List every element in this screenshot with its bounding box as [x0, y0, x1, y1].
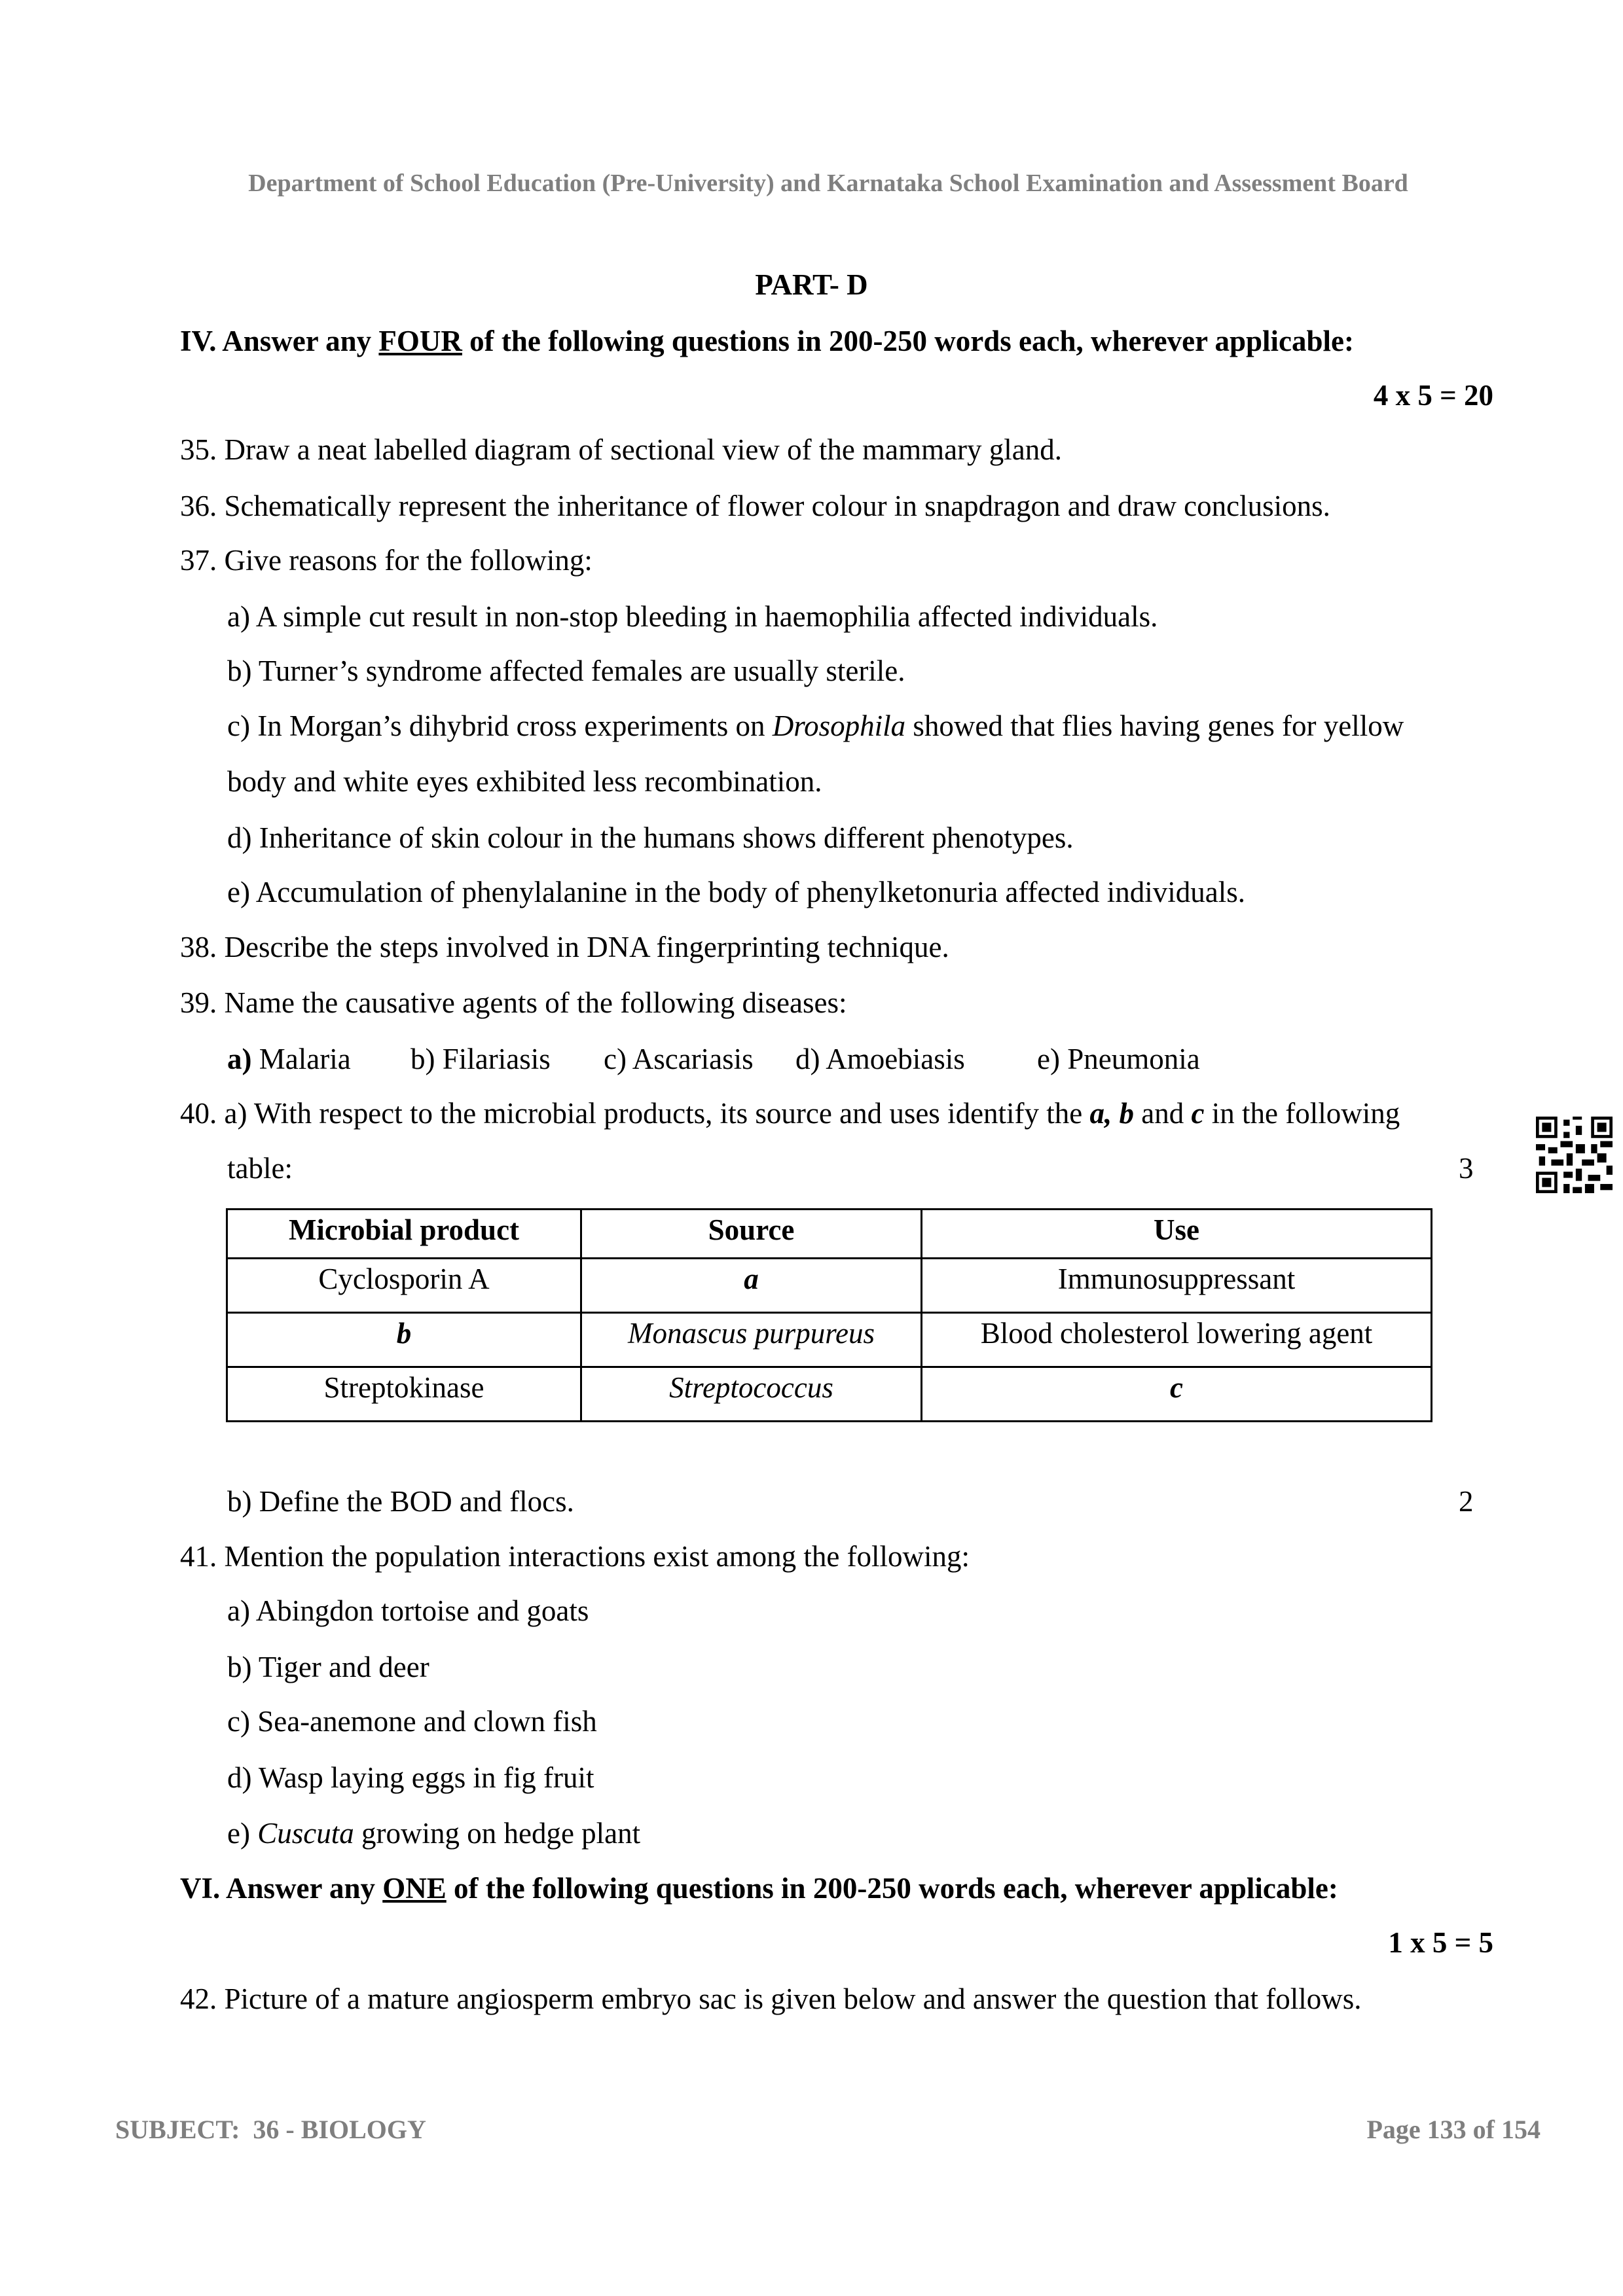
text: e): [227, 1817, 258, 1850]
table-row: [227, 1313, 1432, 1367]
question-37: 37. Give reasons for the following:: [180, 544, 593, 577]
question-42: 42. Picture of a mature angiosperm embryo sac is given below and answer the question that follows.: [180, 1982, 1362, 2015]
instruction-text: IV. Answer any: [180, 325, 379, 357]
text: 40. a) With respect to the microbial products, its source and uses identify the: [180, 1097, 1090, 1130]
question-37a: a) A simple cut result in non-stop bleeding in haemophilia affected individuals.: [227, 600, 1158, 633]
column-header: Source: [581, 1210, 922, 1259]
table-cell: Streptococcus: [581, 1367, 922, 1422]
table-cell: Streptokinase: [227, 1367, 581, 1422]
question-39a: [227, 1039, 351, 1079]
table-row: [227, 1367, 1432, 1422]
table-cell: Monascus purpureus: [581, 1313, 922, 1367]
instruction-emphasis: FOUR: [378, 325, 462, 357]
question-37b: b) Turner’s syndrome affected females are usually sterile.: [227, 655, 905, 687]
column-header: Microbial product: [227, 1210, 581, 1259]
section-vi-instruction: [180, 1869, 1338, 1908]
section-iv-instruction: [180, 321, 1354, 361]
table-cell: c: [922, 1367, 1432, 1422]
table-row: [227, 1259, 1432, 1313]
instruction-text: of the following questions in 200-250 words each, wherever applicable:: [462, 325, 1355, 357]
table-cell: Immunosuppressant: [922, 1259, 1432, 1313]
table-cell: b: [227, 1313, 581, 1367]
question-41e: [227, 1814, 640, 1853]
question-40a-marks: 3: [1459, 1152, 1474, 1185]
question-39c: c) Ascariasis: [604, 1043, 754, 1075]
question-40b-marks: 2: [1459, 1485, 1474, 1518]
section-iv-marks: 4 x 5 = 20: [1373, 379, 1493, 412]
question-39: 39. Name the causative agents of the following diseases:: [180, 986, 847, 1019]
question-41a: a) Abingdon tortoise and goats: [227, 1594, 589, 1627]
question-41d: d) Wasp laying eggs in fig fruit: [227, 1761, 594, 1794]
instruction-emphasis: ONE: [382, 1872, 447, 1905]
variable-c: c: [1191, 1097, 1205, 1130]
column-header: Use: [922, 1210, 1432, 1259]
text: showed that flies having genes for yellow: [905, 709, 1404, 742]
question-40a-cont: table:: [227, 1152, 293, 1185]
question-41b: b) Tiger and deer: [227, 1651, 429, 1683]
text: and: [1134, 1097, 1192, 1130]
question-41: 41. Mention the population interactions exist among the following:: [180, 1540, 970, 1573]
question-37e: e) Accumulation of phenylalanine in the body of phenylketonuria affected individuals.: [227, 876, 1245, 908]
question-41c: c) Sea-anemone and clown fish: [227, 1705, 597, 1738]
question-36: 36. Schematically represent the inheritance of flower colour in snapdragon and draw conclusions.: [180, 490, 1330, 522]
question-39b: b) Filariasis: [410, 1043, 551, 1075]
text: in the following: [1204, 1097, 1400, 1130]
part-title: PART- D: [755, 268, 868, 301]
section-vi-marks: 1 x 5 = 5: [1388, 1926, 1493, 1959]
text: c) In Morgan’s dihybrid cross experiments on: [227, 709, 773, 742]
question-37d: d) Inheritance of skin colour in the humans shows different phenotypes.: [227, 821, 1074, 854]
table-header-row: [227, 1210, 1432, 1259]
footer-page-number: Page 133 of 154: [1366, 2115, 1541, 2144]
text: growing on hedge plant: [354, 1817, 641, 1850]
page-header: Department of School Education (Pre-University) and Karnataka School Examination and Assessment Board: [248, 170, 1408, 197]
label: a): [227, 1043, 252, 1075]
instruction-text: VI. Answer any: [180, 1872, 383, 1905]
variables: a, b: [1089, 1097, 1135, 1130]
question-40a: [180, 1094, 1400, 1133]
question-35: 35. Draw a neat labelled diagram of sectional view of the mammary gland.: [180, 433, 1063, 466]
qr-code-icon: [1536, 1117, 1613, 1193]
table-cell: a: [581, 1259, 922, 1313]
question-38: 38. Describe the steps involved in DNA fingerprinting technique.: [180, 931, 949, 963]
text: Malaria: [251, 1043, 351, 1075]
question-39e: e) Pneumonia: [1037, 1043, 1200, 1075]
question-39d: d) Amoebiasis: [795, 1043, 965, 1075]
question-40b: b) Define the BOD and flocs.: [227, 1485, 574, 1518]
species-name: Drosophila: [772, 709, 906, 742]
question-37c: [227, 706, 1404, 745]
table-cell: Blood cholesterol lowering agent: [922, 1313, 1432, 1367]
question-37c-cont: body and white eyes exhibited less recombination.: [227, 765, 822, 798]
instruction-text: of the following questions in 200-250 words each, wherever applicable:: [446, 1872, 1338, 1905]
footer-subject: SUBJECT: 36 - BIOLOGY: [115, 2115, 426, 2144]
species-name: Cuscuta: [257, 1817, 354, 1850]
microbial-products-table: [226, 1208, 1432, 1422]
table-cell: Cyclosporin A: [227, 1259, 581, 1313]
